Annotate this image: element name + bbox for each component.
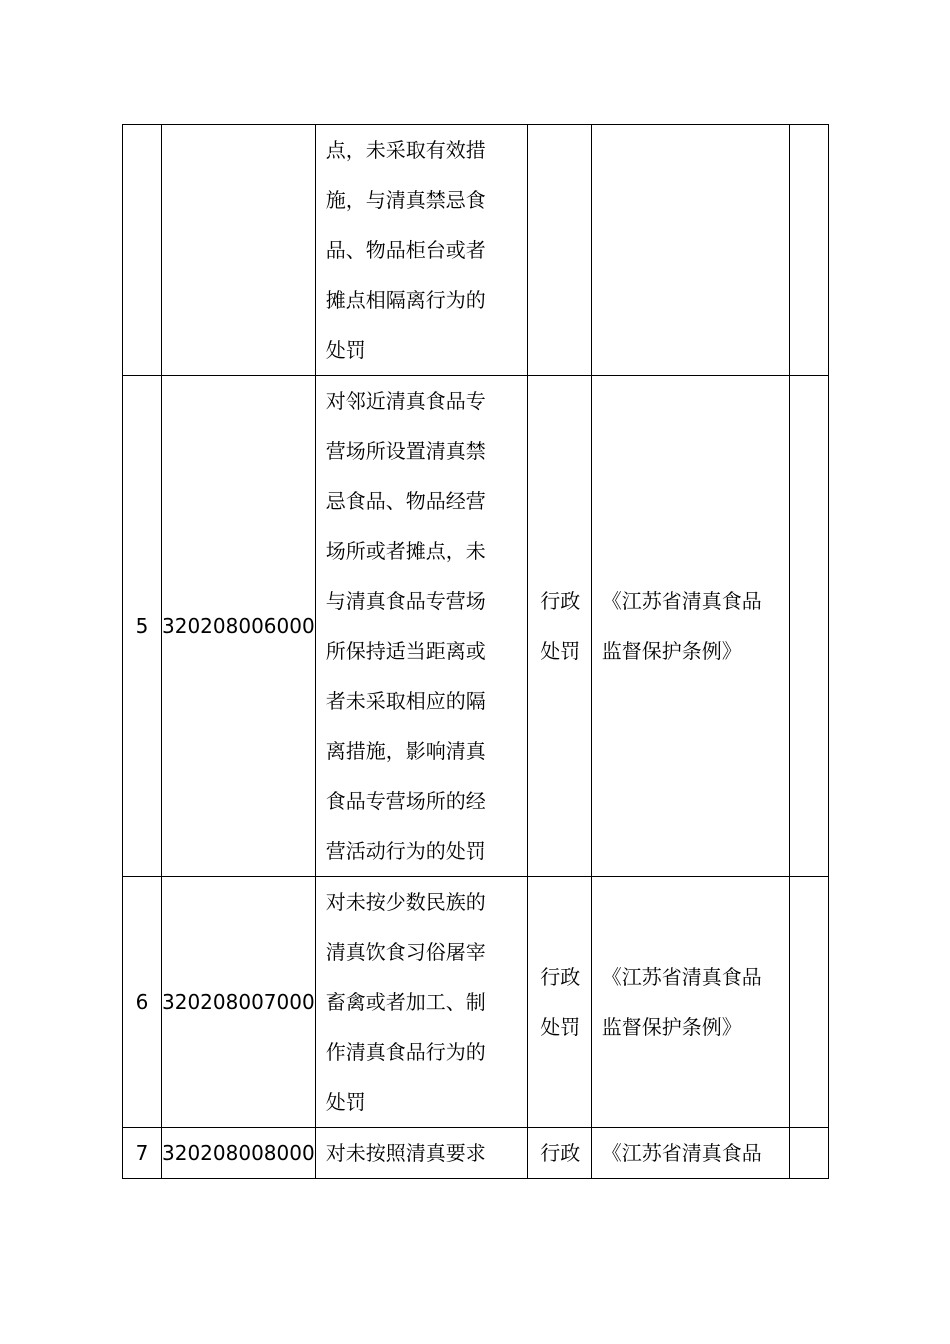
description-line: 处罚 [325,338,366,362]
legal-basis-cell [591,125,789,376]
penalty-table [122,124,829,1179]
item-code-cell: 320208008000 [162,1128,316,1179]
note-cell [789,376,828,877]
description-line: 畜禽或者加工、制 [325,990,486,1014]
item-description-cell [315,376,527,877]
item-code-cell: 320208007000 [162,877,316,1128]
row-number-cell: 7 [123,1128,162,1179]
basis-line: 监督保护条例》 [601,639,742,663]
note-cell [789,877,828,1128]
basis-line: 《江苏省清真食品 [601,1141,762,1165]
basis-line: 《江苏省清真食品 [601,589,762,613]
description-line: 处罚 [325,1090,366,1114]
item-type-cell [527,125,591,376]
type-line: 行政 [540,1141,581,1165]
table-row [123,877,829,1128]
item-code-cell [162,125,316,376]
description-line: 摊点相隔离行为的 [325,288,486,312]
basis-line: 《江苏省清真食品 [601,965,762,989]
type-line: 处罚 [540,1015,581,1039]
type-line: 行政 [540,589,581,613]
note-cell [789,125,828,376]
item-type-cell [527,1128,591,1179]
item-type-cell [527,877,591,1128]
description-line: 营场所设置清真禁 [325,439,486,463]
legal-basis-cell [591,877,789,1128]
description-line: 离措施，影响清真 [325,739,486,763]
description-line: 点，未采取有效措 [325,138,486,162]
description-line: 对邻近清真食品专 [325,389,486,413]
description-line: 对未按照清真要求 [325,1141,486,1165]
description-line: 者未采取相应的隔 [325,689,486,713]
row-number-cell: 6 [123,877,162,1128]
type-line: 行政 [540,965,581,989]
item-code-cell: 320208006000 [162,376,316,877]
description-line: 营活动行为的处罚 [325,839,486,863]
description-line: 清真饮食习俗屠宰 [325,940,486,964]
description-line: 对未按少数民族的 [325,890,486,914]
description-line: 食品专营场所的经 [325,789,486,813]
description-line: 品、物品柜台或者 [325,238,486,262]
item-description-cell [315,877,527,1128]
description-line: 忌食品、物品经营 [325,489,486,513]
legal-basis-cell [591,1128,789,1179]
legal-basis-cell [591,376,789,877]
table-row [123,376,829,877]
description-line: 施，与清真禁忌食 [325,188,486,212]
item-type-cell [527,376,591,877]
description-line: 与清真食品专营场 [325,589,486,613]
description-line: 作清真食品行为的 [325,1040,486,1064]
row-number-cell: 5 [123,376,162,877]
item-description-cell [315,1128,527,1179]
description-line: 场所或者摊点，未 [325,539,486,563]
basis-line: 监督保护条例》 [601,1015,742,1039]
table-row [123,125,829,376]
note-cell [789,1128,828,1179]
table-row [123,1128,829,1179]
row-number-cell [123,125,162,376]
item-description-cell [315,125,527,376]
type-line: 处罚 [540,639,581,663]
description-line: 所保持适当距离或 [325,639,486,663]
